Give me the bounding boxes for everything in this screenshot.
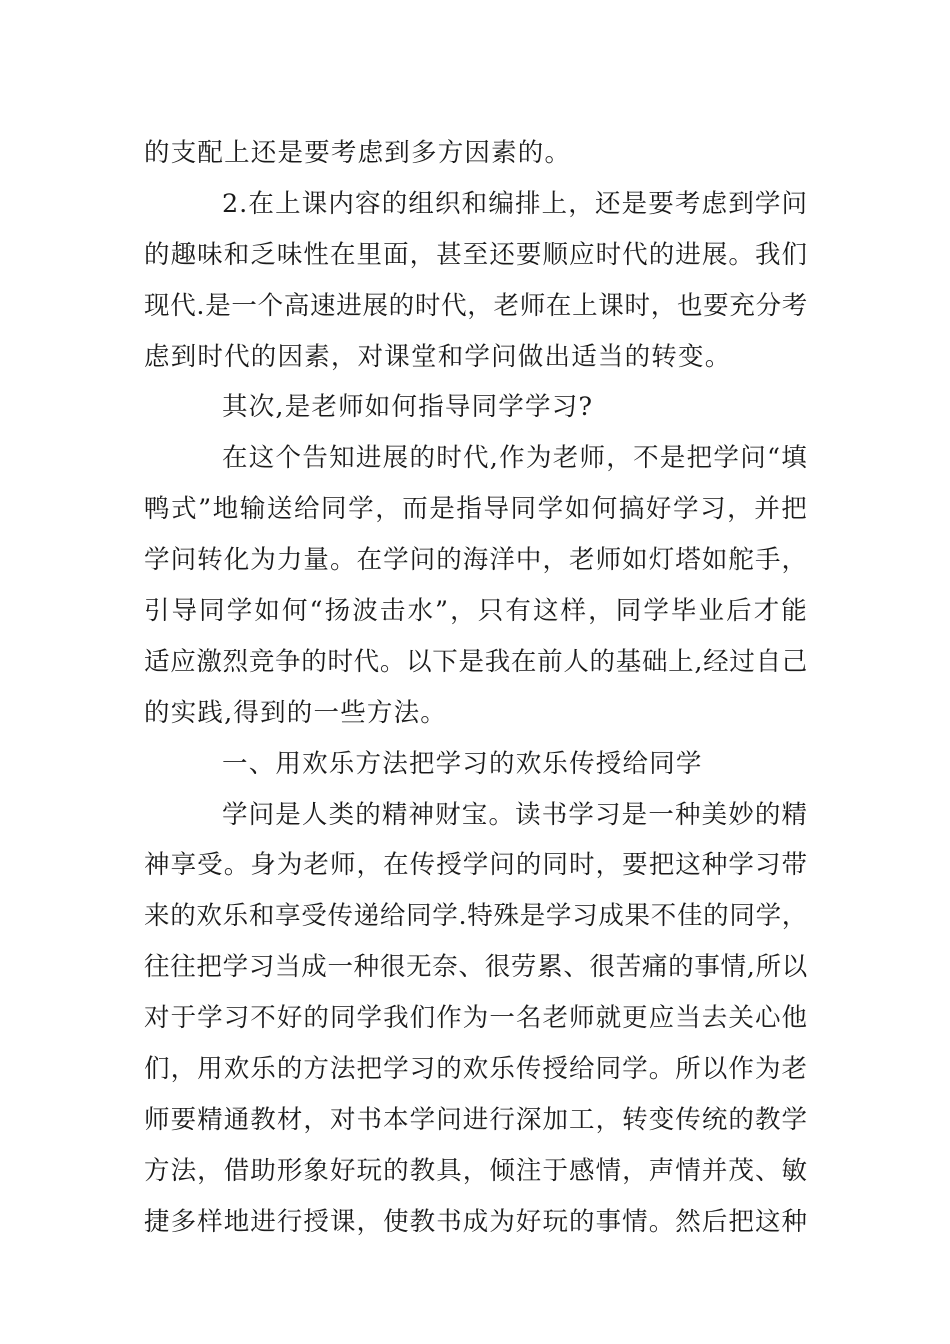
text-line: 鸭式”地输送给同学，而是指导同学如何搞好学习，并把 xyxy=(144,494,808,525)
text-line: 在这个告知进展的时代,作为老师，不是把学问“填 xyxy=(222,443,808,474)
text-line: 师要精通教材，对书本学问进行深加工，转变传统的教学 xyxy=(144,1104,808,1135)
text-line: 捷多样地进行授课，使教书成为好玩的事情。然后把这种 xyxy=(144,1206,808,1237)
text-line: 的趣味和乏味性在里面，甚至还要顺应时代的进展。我们 xyxy=(144,239,808,270)
text-line: 学问转化为力量。在学问的海洋中，老师如灯塔如舵手， xyxy=(144,545,808,576)
text-line: 神享受。身为老师，在传授学问的同时，要把这种学习带 xyxy=(144,850,808,881)
text-line: 方法，借助形象好玩的教具，倾注于感情，声情并茂、敏 xyxy=(144,1155,808,1186)
text-line: 学问是人类的精神财宝。读书学习是一种美妙的精 xyxy=(222,799,808,830)
text-line: 适应激烈竞争的时代。以下是我在前人的基础上,经过自己 xyxy=(144,646,808,677)
text-line: 其次,是老师如何指导同学学习? xyxy=(222,392,594,423)
text-line: 的实践,得到的一些方法。 xyxy=(144,697,448,728)
text-line: 往往把学习当成一种很无奈、很劳累、很苦痛的事情,所以 xyxy=(144,952,808,983)
body-text xyxy=(144,128,808,1248)
text-line: 对于学习不好的同学我们作为一名老师就更应当去关心他 xyxy=(144,1003,808,1034)
text-line: 现代.是一个高速进展的时代，老师在上课时，也要充分考 xyxy=(144,290,808,321)
text-line: 来的欢乐和享受传递给同学.特殊是学习成果不佳的同学， xyxy=(144,901,808,932)
text-line: 2.在上课内容的组织和编排上，还是要考虑到学问 xyxy=(222,188,808,219)
text-line: 们，用欢乐的方法把学习的欢乐传授给同学。所以作为老 xyxy=(144,1054,808,1085)
text-line: 一、用欢乐方法把学习的欢乐传授给同学 xyxy=(222,748,703,779)
text-line: 引导同学如何“扬波击水”，只有这样，同学毕业后才能 xyxy=(144,596,808,627)
text-line: 的支配上还是要考虑到多方因素的。 xyxy=(144,138,572,168)
text-line: 虑到时代的因素，对课堂和学问做出适当的转变。 xyxy=(144,341,732,372)
